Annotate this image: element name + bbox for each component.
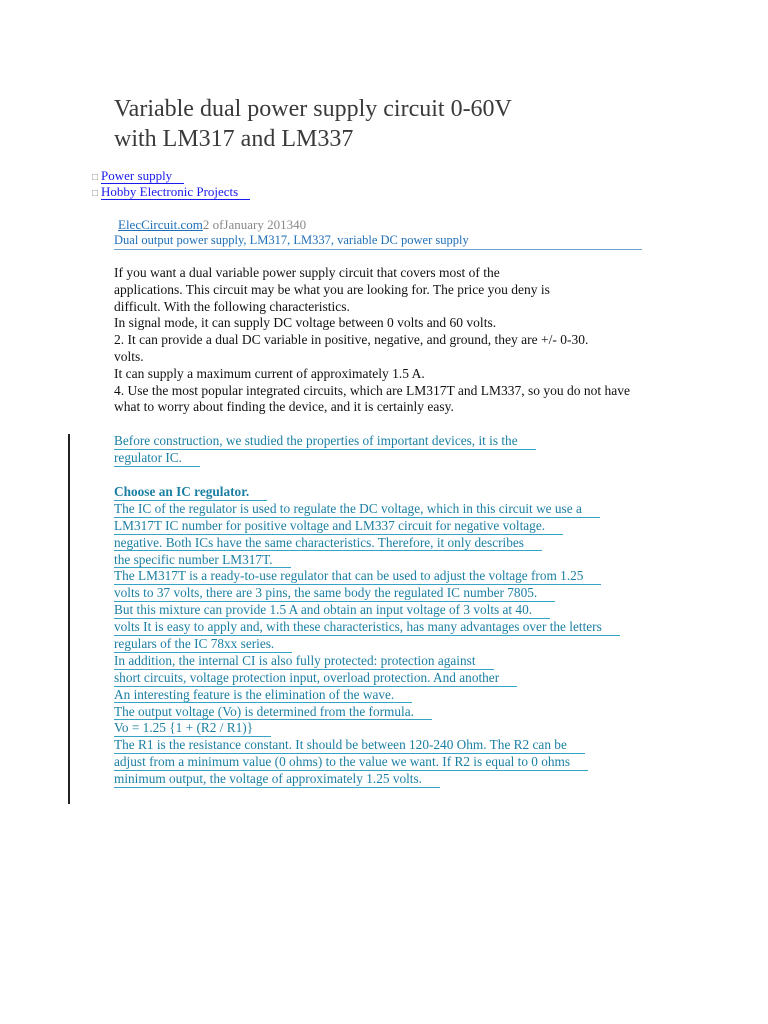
margin-rule [68,434,70,804]
regulator-line: the specific number LM317T. [114,552,291,569]
checkbox-icon: □ [92,188,99,199]
regulator-section [114,484,674,788]
regulator-line: The output voltage (Vo) is determined from the formula. [114,704,432,721]
tags-line[interactable]: Dual output power supply, LM317, LM337, variable DC power supply [114,233,642,250]
intro-line: 4. Use the most popular integrated circuits, which are LM317T and LM337, so you do not have [114,382,631,398]
intro-line: applications. This circuit may be what you are looking for. The price you deny is [114,281,550,297]
regulator-line: minimum output, the voltage of approximately 1.25 volts. [114,771,440,788]
formula-line: Vo = 1.25 {1 + (R2 / R1)} [114,720,271,737]
intro-line: 2. It can provide a dual DC variable in positive, negative, and ground, they are +/- 0-30. [114,332,589,348]
intro-line: In signal mode, it can supply DC voltage between 0 volts and 60 volts. [114,315,497,331]
post-date: 2 ofJanuary 201340 [202,217,307,232]
intro-line: what to worry about finding the device, and it is certainly easy. [114,399,454,415]
source-link[interactable]: ElecCircuit.com [118,217,203,232]
construction-line: Before construction, we studied the properties of important devices, it is the [114,433,536,450]
page-title: Variable dual power supply circuit 0-60V with LM317 and LM337 [114,96,512,152]
category-link-hobby-projects[interactable]: Hobby Electronic Projects [101,184,250,200]
regulator-line: adjust from a minimum value (0 ohms) to the value we want. If R2 is equal to 0 ohms [114,754,588,771]
intro-line: If you want a dual variable power supply circuit that covers most of the [114,265,500,280]
regulator-line: The LM317T is a ready-to-use regulator that can be used to adjust the voltage from 1.25 [114,568,601,585]
category-item[interactable] [92,184,250,202]
checkbox-icon: □ [92,172,99,183]
regulator-line: But this mixture can provide 1.5 A and obtain an input voltage of 3 volts at 40. [114,602,550,619]
regulator-line: LM317T IC number for positive voltage and LM337 circuit for negative voltage. [114,518,563,535]
regulator-line: An interesting feature is the elimination of the wave. [114,687,412,704]
regulator-line: short circuits, voltage protection input, overload protection. And another [114,670,517,687]
intro-line: difficult. With the following characteristics. [114,298,350,314]
regulator-line: negative. Both ICs have the same characteristics. Therefore, it only describes [114,535,542,552]
intro-line: volts. [114,348,144,364]
construction-paragraph [114,433,674,467]
construction-line: regulator IC. [114,450,200,467]
regulator-line: volts It is easy to apply and, with these characteristics, has many advantages over the letters [114,619,620,636]
regulator-line: The IC of the regulator is used to regulate the DC voltage, which in this circuit we use a [114,501,600,518]
category-link-power-supply[interactable]: Power supply [101,168,184,184]
post-meta [118,217,306,233]
regulator-line: volts to 37 volts, there are 3 pins, the same body the regulated IC number 7805. [114,585,555,602]
regulator-line: In addition, the internal CI is also fully protected: protection against [114,653,494,670]
section-heading: Choose an IC regulator. [114,484,267,501]
regulator-line: regulars of the IC 78xx series. [114,636,292,653]
intro-line: It can supply a maximum current of approximately 1.5 A. [114,365,425,381]
regulator-line: The R1 is the resistance constant. It should be between 120-240 Ohm. The R2 can be [114,737,585,754]
intro-paragraph [114,265,674,416]
